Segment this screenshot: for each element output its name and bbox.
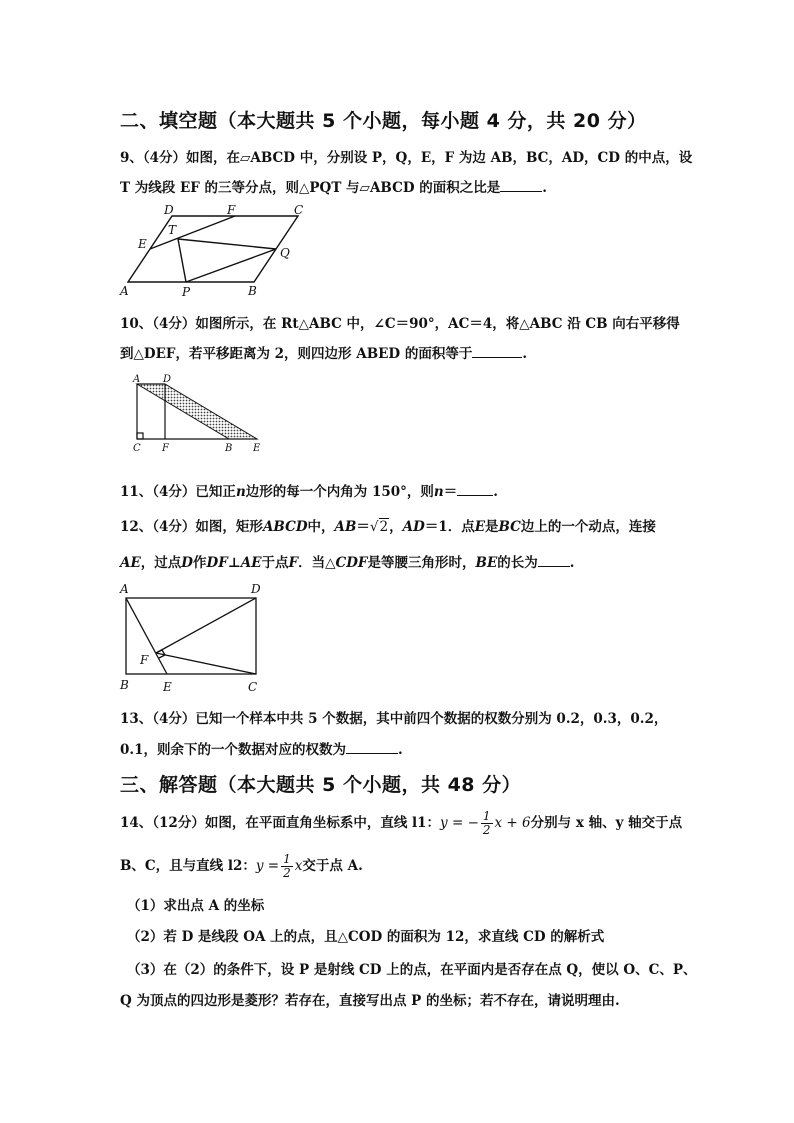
q10-end: .: [522, 346, 528, 362]
q14-t4: 交于点 A.: [302, 858, 363, 874]
q11-var-n: n: [235, 484, 246, 500]
label-C: C: [133, 443, 141, 454]
label-P: P: [182, 285, 191, 299]
frac-den: 2: [482, 823, 491, 837]
q12-f: F: [288, 555, 299, 571]
q12-rectangle-figure: [112, 578, 272, 696]
q10-line1: 10、（4分）如图所示，在 Rt△ABC 中，∠C＝90°，AC＝4，将△ABC 沿 CB 向右平移得: [120, 316, 680, 332]
q11-var-n2: n: [433, 484, 444, 500]
q13-text: 0.1，则余下的一个数据对应的权数为: [120, 742, 346, 758]
q12-cdf: CDF: [335, 555, 368, 571]
q14-t3: B、C，且与直线 l2：: [120, 858, 256, 874]
sqrt-value: 2: [379, 519, 389, 535]
label-F: F: [227, 203, 236, 217]
q12-t5: 是: [485, 519, 499, 535]
q12-dfae: DF⊥AE: [206, 555, 262, 571]
q10-line2: [120, 342, 527, 362]
q14-part3-line1: （3）在（2）的条件下，设 P 是射线 CD 上的点，在平面内是否存在点 Q，使以 O、C、P、: [127, 962, 697, 978]
label-B: B: [120, 678, 129, 692]
label-E: E: [138, 237, 147, 251]
q13-end: .: [398, 742, 403, 758]
q12-line1: [120, 515, 656, 535]
q11-eq: ＝: [443, 484, 458, 500]
q12-t11: 是等腰三角形时，: [367, 555, 476, 571]
q14-line1: [120, 810, 682, 837]
label-D: D: [251, 582, 261, 596]
q9-line1: 9、（4分）如图，在▱ABCD 中，分别设 P，Q，E，F 为边 AB，BC，AD，CD 的中点，设: [120, 150, 693, 166]
fraction-one-half: [481, 810, 493, 837]
label-Q: Q: [280, 246, 290, 260]
q12-t4: ＝1．点: [424, 519, 475, 535]
label-D: D: [163, 374, 172, 385]
q9-text: T 为线段 EF 的三等分点，则△PQT 与▱ABCD 的面积之比是: [120, 180, 501, 196]
q12-ad: AD: [402, 519, 425, 535]
q14-line2: [120, 853, 363, 880]
q12-t10: ．当△: [298, 555, 336, 571]
q14-eq2-rhs: x: [294, 858, 303, 874]
q12-t3: ，: [389, 519, 403, 535]
q14-t2: 分别与 x 轴、y 轴交于点: [530, 815, 683, 831]
q12-bc: BC: [498, 519, 521, 535]
answer-blank: [500, 178, 542, 192]
q12-eq: ＝: [356, 519, 370, 535]
q12-line2: [120, 551, 574, 571]
label-E: E: [253, 443, 261, 454]
label-A: A: [120, 582, 129, 596]
label-B: B: [248, 284, 257, 298]
q12-t9: 于点: [261, 555, 289, 571]
q12-e: E: [474, 519, 486, 535]
q14-eq1-rhs: x + 6: [494, 815, 531, 831]
answer-blank: [472, 344, 522, 358]
q14-eq2-lhs: y =: [255, 858, 280, 874]
q12-t6: 边上的一个动点，连接: [520, 519, 656, 535]
q12-t12: 的长为: [497, 555, 538, 571]
q9-parallelogram-figure: [110, 200, 320, 300]
q11-text-b: 边形的每一个内角为 150°，则: [245, 484, 434, 500]
q12-ab: AB: [334, 519, 357, 535]
q14-part3-line2: Q 为顶点的四边形是菱形？若存在，直接写出点 P 的坐标；若不存在，请说明理由.: [120, 993, 620, 1009]
answer-blank: [457, 482, 493, 496]
label-E: E: [163, 680, 172, 694]
q12-ae: AE: [120, 555, 141, 571]
q13-line1: 13、（4分）已知一个样本中共 5 个数据，其中前四个数据的权数分别为 0.2，0.3，0.2，: [120, 711, 668, 727]
q14-part1: （1）求出点 A 的坐标: [127, 898, 265, 914]
fraction-one-half: [281, 853, 293, 880]
label-F: F: [140, 653, 149, 667]
q9-end: .: [542, 180, 547, 196]
label-C: C: [294, 203, 304, 217]
q9-line2: [120, 176, 547, 196]
q12-abcd: ABCD: [262, 519, 308, 535]
answer-blank: [538, 553, 570, 567]
q10-translation-figure: [125, 372, 275, 458]
section-heading-fill-in: 二、填空题（本大题共 5 个小题，每小题 4 分，共 20 分）: [120, 110, 647, 132]
section-heading-answer: 三、解答题（本大题共 5 个小题，共 48 分）: [120, 774, 522, 796]
label-A: A: [133, 374, 141, 385]
q11-end: .: [493, 484, 498, 500]
q12-t2: 中，: [307, 519, 335, 535]
q12-t8: 作: [192, 555, 207, 571]
q13-line2: [120, 738, 403, 758]
label-C: C: [248, 680, 258, 694]
frac-den: 2: [283, 866, 291, 880]
q10-text: 到△DEF，若平移距离为 2，则四边形 ABED 的面积等于: [120, 346, 473, 362]
q12-t7: ，过点: [140, 555, 182, 571]
q14-part2: （2）若 D 是线段 OA 上的点，且△COD 的面积为 12，求直线 CD 的解析式: [127, 929, 605, 945]
label-D: D: [164, 203, 174, 217]
answer-blank: [346, 740, 398, 754]
frac-num: 1: [283, 852, 291, 866]
label-F: F: [162, 443, 169, 454]
q12-end: .: [569, 555, 575, 571]
label-T: T: [168, 223, 177, 237]
q11-text-a: 11、（4分）已知正: [120, 484, 236, 500]
q12-be: BE: [475, 555, 498, 571]
label-A: A: [120, 284, 129, 298]
q11-line: [120, 480, 498, 500]
q14-t1: 14、（12分）如图，在平面直角坐标系中，直线 l1：: [120, 815, 441, 831]
frac-num: 1: [482, 809, 491, 823]
q12-d: D: [181, 555, 193, 571]
label-B: B: [225, 443, 233, 454]
q14-eq1-lhs: y = −: [440, 815, 479, 831]
q12-t1: 12、（4分）如图，矩形: [120, 519, 263, 535]
sqrt-sign: √: [369, 519, 379, 535]
